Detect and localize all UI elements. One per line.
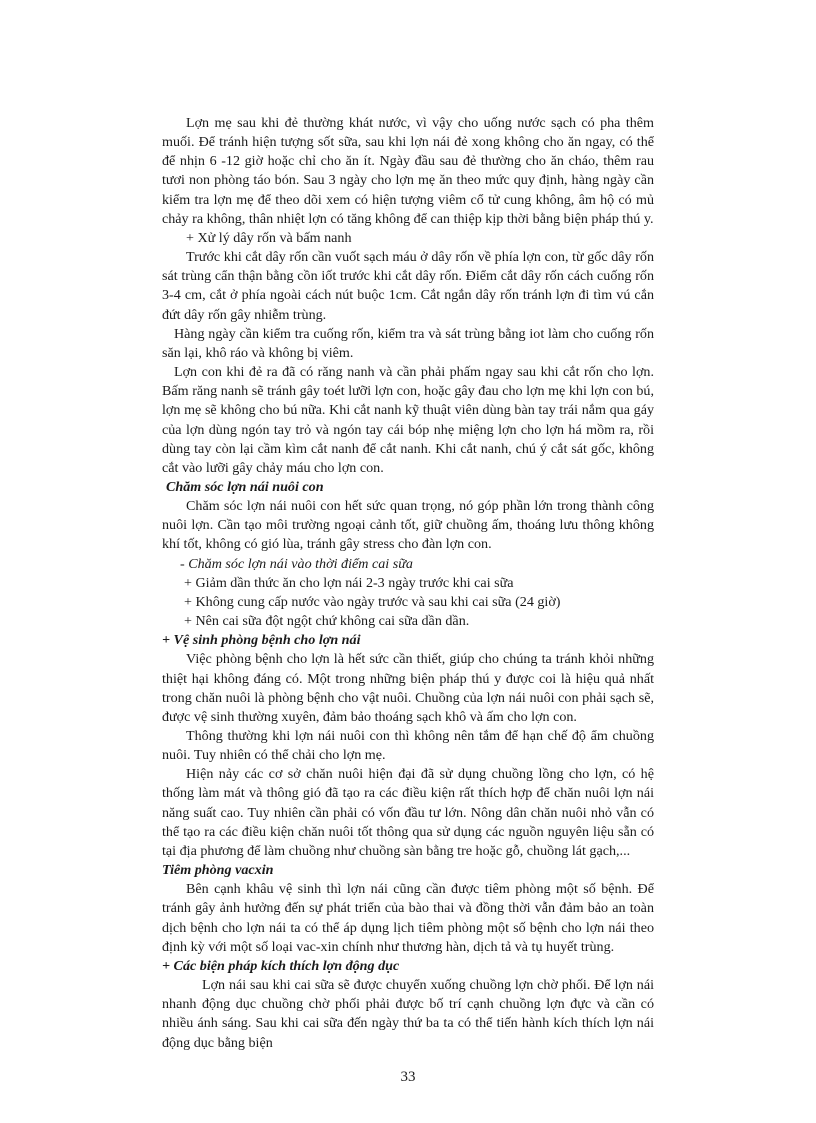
section-heading-estrus-stimulation: + Các biện pháp kích thích lợn động dục	[162, 957, 400, 974]
paragraph: Hiện nảy các cơ sở chăn nuôi hiện đại đã sử dụng chuồng lồng cho lợn, có hệ thống làm mát và thông gió đã tạo ra các điều kiện rất thích hợp để chăn nuôi lợn nái năng suất cao. Tuy nhiên cần phải có vốn đầu tư lớn. Nông dân chăn nuôi nhỏ vẫn có thể tạo ra các điều kiện chăn nuôi tốt thông qua sử dụng các nguồn nguyên liệu sẵn có tại địa phương để làm chuồng như chuồng sàn bằng tre hoặc gỗ, chuồng lát gạch,...	[162, 766, 654, 859]
list-item: + Không cung cấp nước vào ngày trước và sau khi cai sữa (24 giờ)	[184, 593, 561, 610]
paragraph: Thông thường khi lợn nái nuôi con thì không nên tắm để hạn chế độ ẩm chuồng nuôi. Tuy nhiên có thể chải cho lợn mẹ.	[162, 728, 654, 764]
page-number: 33	[400, 1069, 416, 1085]
section-heading-vaccination: Tiêm phòng vacxin	[162, 862, 274, 879]
paragraph: Hàng ngày cần kiểm tra cuống rốn, kiểm tra và sát trùng bằng iot làm cho cuống rốn săn lại, khô ráo và không bị viêm.	[162, 325, 654, 361]
subheading-weaning: - Chăm sóc lợn nái vào thời điểm cai sữa	[180, 555, 413, 572]
section-heading-disease-prevention: + Vệ sinh phòng bệnh cho lợn nái	[162, 632, 361, 649]
document-page	[162, 114, 654, 1053]
list-item: + Nên cai sữa đột ngột chứ không cai sữa dần dần.	[184, 613, 470, 630]
paragraph: Chăm sóc lợn nái nuôi con hết sức quan trọng, nó góp phần lớn trong thành công nuôi lợn. Cần tạo môi trường ngoại cảnh tốt, giữ chuồng ấm, thoáng lưu thông không khí tốt, không có gió lùa, tránh gây stress cho đàn lợn con.	[162, 498, 654, 553]
paragraph: Bên cạnh khâu vệ sinh thì lợn nái cũng cần được tiêm phòng một số bệnh. Để tránh gây ảnh hưởng đến sự phát triển của bào thai và đồng thời vẫn đảm bảo an toàn dịch bệnh cho lợn nái ta có thể áp dụng lịch tiêm phòng một số bệnh cho lợn nái theo định kỳ với một số loại vac-xin chính như thương hàn, dịch tả và tụ huyết trùng.	[162, 881, 654, 955]
section-heading-sow-care: Chăm sóc lợn nái nuôi con	[166, 478, 324, 495]
subheading-umbilical-cord: + Xử lý dây rốn và bấm nanh	[186, 229, 352, 246]
list-item: + Giảm dần thức ăn cho lợn nái 2-3 ngày trước khi cai sữa	[184, 574, 514, 591]
paragraph: Việc phòng bệnh cho lợn là hết sức cần thiết, giúp cho chúng ta tránh khỏi những thiệt hại không đáng có. Một trong những biện pháp thú y được coi là hiệu quả nhất trong chăn nuôi là phòng bệnh cho vật nuôi. Chuồng của lợn nái nuôi con phải sạch sẽ, được vệ sinh thường xuyên, đảm bảo thoáng sạch khô và ấm cho lợn con.	[162, 651, 654, 725]
paragraph: Trước khi cắt dây rốn cần vuốt sạch máu ở dây rốn về phía lợn con, từ gốc dây rốn sát trùng cẩn thận bằng cồn iốt trước khi cắt dây rốn. Điểm cắt dây rốn cách cuống rốn 3-4 cm, cắt ở phía ngoài cách nút buộc 1cm. Cắt ngắn dây rốn tránh lợn đi tìm vú cắn đứt dây rốn gây nhiễm trùng.	[162, 249, 654, 323]
paragraph: Lợn nái sau khi cai sữa sẽ được chuyển xuống chuồng lợn chờ phối. Để lợn nái nhanh động dục chuồng chờ phối phải được bố trí cạnh chuồng lợn đực và cần có nhiều ánh sáng. Sau khi cai sữa đến ngày thứ ba ta có thể tiến hành kích thích lợn nái động dục bằng biện	[162, 977, 654, 1051]
paragraph: Lợn con khi đẻ ra đã có răng nanh và cần phải phấm ngay sau khi cắt rốn cho lợn. Bấm răng nanh sẽ tránh gây toét lưỡi lợn con, hoặc gây đau cho lợn mẹ khi lợn con bú, lợn mẹ sẽ không cho bú nữa. Khi cắt nanh kỹ thuật viên dùng bàn tay trái nắm qua gáy của lợn dùng ngón tay trỏ và ngón tay cái bóp nhẹ miệng lợn cho lợn há mồm ra, rồi dùng tay còn lại cầm kìm cắt nanh để cắt nanh. Khi cắt nanh, chú ý cắt sát gốc, không cắt vào lưỡi gây chảy máu cho lợn con.	[162, 364, 654, 476]
paragraph: Lợn mẹ sau khi đẻ thường khát nước, vì vậy cho uống nước sạch có pha thêm muối. Để tránh hiện tượng sốt sữa, sau khi lợn nái đẻ xong không cho ăn ngay, có thể để nhịn 6 -12 giờ hoặc chỉ cho ăn ít. Ngày đầu sau đẻ thường cho ăn cháo, thêm rau tươi non phòng táo bón. Sau 3 ngày cho lợn mẹ ăn theo mức quy định, hàng ngày cần kiểm tra lợn mẹ để theo dõi xem có hiện tượng viêm cổ tử cung không, âm hộ có mủ chảy ra không, thân nhiệt lợn có tăng không để can thiệp kịp thời bằng biện pháp thú y.	[162, 115, 654, 227]
